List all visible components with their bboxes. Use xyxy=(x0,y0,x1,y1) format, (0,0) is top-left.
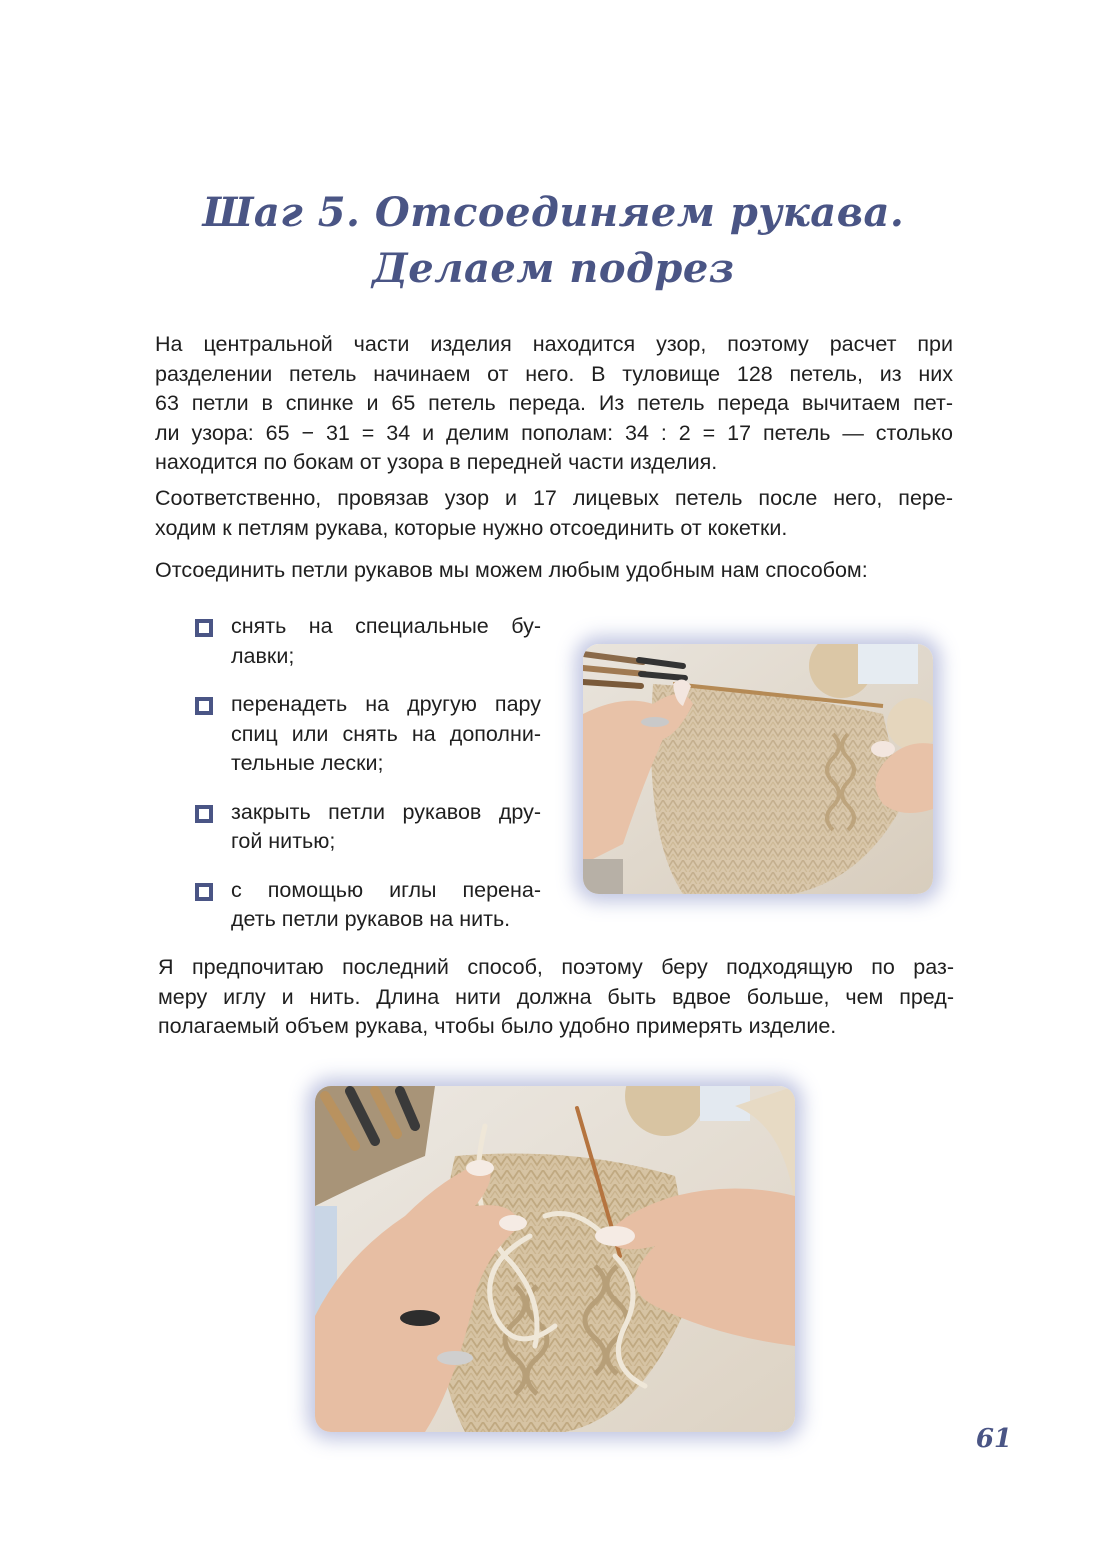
title-line-2: Делаем подрез xyxy=(372,244,735,292)
paragraph-intro xyxy=(155,330,953,478)
paragraph-accordingly xyxy=(155,484,953,543)
text-line: ходим к петлям рукава, которые нужно отсоединить от кокетки. xyxy=(155,515,788,540)
text-line: закрыть петли рукавов дру- xyxy=(231,799,541,824)
list-item xyxy=(195,876,541,935)
text-line: с помощью иглы перена- xyxy=(231,877,541,902)
knitting-photo-threading-illustration xyxy=(315,1086,795,1432)
knitting-photo-needles xyxy=(583,644,933,894)
text-line: разделении петель начинаем от него. В туловище 128 петель, из них xyxy=(155,361,953,386)
page-title xyxy=(0,185,1107,297)
list-item xyxy=(195,798,541,857)
square-bullet-icon xyxy=(195,697,213,715)
text-line: деть петли рукавов на нить. xyxy=(231,907,511,931)
text-line: снять на специальные бу- xyxy=(231,614,541,638)
square-bullet-icon xyxy=(195,619,213,637)
text-line: Отсоединить петли рукавов мы можем любым удобным нам способом: xyxy=(155,558,868,582)
paragraph-preferred-method xyxy=(158,953,954,1042)
knitting-photo-threading xyxy=(315,1086,795,1432)
text-line: ли узора: 65 − 31 = 34 и делим пополам: 34 : 2 = 17 петель — столько xyxy=(155,420,953,445)
knitting-photo-needles-illustration xyxy=(583,644,933,894)
text-line: спиц или снять на дополни- xyxy=(231,721,541,746)
text-line: находится по бокам от узора в передней части изделия. xyxy=(155,450,718,474)
text-line: меру иглу и нить. Длина нити должна быть вдвое больше, чем пред- xyxy=(158,984,954,1009)
methods-list xyxy=(195,612,541,954)
text-line: полагаемый объем рукава, чтобы было удобно примерять изделие. xyxy=(158,1014,837,1038)
text-line: 63 петли в спинке и 65 петель переда. Из петель переда вычитаем пет- xyxy=(155,391,953,415)
list-item xyxy=(195,690,541,779)
text-line: гой нитью; xyxy=(231,829,336,853)
title-line-1: Шаг 5. Отсоединяем рукава. xyxy=(202,188,905,236)
list-item xyxy=(195,612,541,671)
text-line: перенадеть на другую пару xyxy=(231,692,541,716)
square-bullet-icon xyxy=(195,805,213,823)
text-line: лавки; xyxy=(231,643,295,668)
page-number: 61 xyxy=(975,1424,1012,1454)
text-line: На центральной части изделия находится узор, поэтому расчет при xyxy=(155,332,953,356)
text-line: Я предпочитаю последний способ, поэтому беру подходящую по раз- xyxy=(158,955,954,979)
text-line: Соответственно, провязав узор и 17 лицевых петель после него, пере- xyxy=(155,486,953,510)
square-bullet-icon xyxy=(195,883,213,901)
paragraph-methods-intro xyxy=(155,556,953,586)
text-line: тельные лески; xyxy=(231,751,384,775)
